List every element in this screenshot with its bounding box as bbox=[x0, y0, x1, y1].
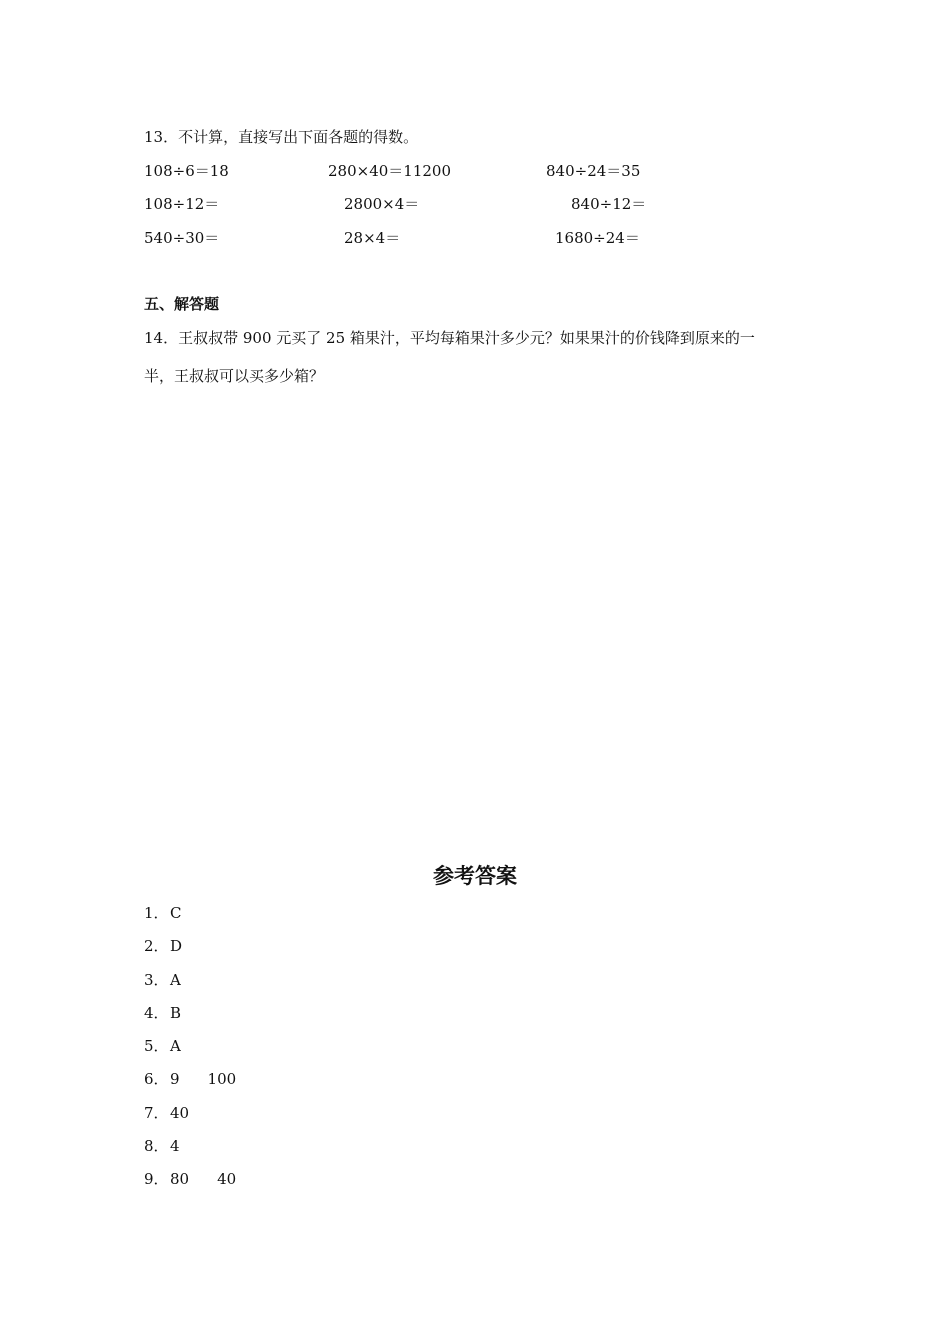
section-title: 五、解答题 bbox=[144, 295, 220, 313]
q14-line1: 14．王叔叔带 900 元买了 25 箱果汁，平均每箱果汁多少元？如果果汁的价钱降到原来的一 bbox=[144, 329, 755, 347]
q13-r2c1: 108÷12＝ bbox=[144, 195, 220, 213]
answer-row bbox=[144, 1169, 236, 1189]
q13-r2c2: 2800×4＝ bbox=[344, 195, 420, 213]
answer-number: 5． bbox=[144, 1037, 169, 1055]
answer-number: 4． bbox=[144, 1004, 169, 1022]
q13-r3c2: 28×4＝ bbox=[344, 229, 401, 247]
answer-row bbox=[144, 903, 181, 923]
q13-r1c3: 840÷24＝35 bbox=[546, 162, 641, 180]
answer-value: A bbox=[170, 971, 181, 989]
q13-r2c3: 840÷12＝ bbox=[571, 195, 647, 213]
answer-value: 4 bbox=[170, 1137, 180, 1155]
answer-row bbox=[144, 1036, 181, 1056]
answer-row bbox=[144, 1003, 181, 1023]
answer-number: 1． bbox=[144, 904, 169, 922]
answer-value-2: 40 bbox=[217, 1170, 237, 1188]
answer-value: 80 bbox=[170, 1170, 190, 1188]
q13-r3c1: 540÷30＝ bbox=[144, 229, 220, 247]
answer-row bbox=[144, 1136, 180, 1156]
q13-r1c1: 108÷6＝18 bbox=[144, 162, 229, 180]
q13-prompt: 13．不计算，直接写出下面各题的得数。 bbox=[144, 128, 419, 146]
answer-value: 9 bbox=[170, 1070, 180, 1088]
answer-value: D bbox=[170, 937, 183, 955]
answer-value: 40 bbox=[170, 1104, 190, 1122]
answer-value-2: 100 bbox=[207, 1070, 237, 1088]
q13-r1c2: 280×40＝11200 bbox=[328, 162, 452, 180]
answer-number: 8． bbox=[144, 1137, 169, 1155]
answer-number: 3． bbox=[144, 971, 169, 989]
answer-number: 2． bbox=[144, 937, 169, 955]
answer-row bbox=[144, 970, 181, 990]
answer-row bbox=[144, 1103, 189, 1123]
q14-line2: 半，王叔叔可以买多少箱？ bbox=[144, 367, 325, 385]
answer-value: A bbox=[170, 1037, 181, 1055]
answer-value: C bbox=[170, 904, 182, 922]
answer-heading: 参考答案 bbox=[433, 863, 517, 888]
answer-number: 9． bbox=[144, 1170, 169, 1188]
answer-row bbox=[144, 936, 182, 956]
answer-number: 7． bbox=[144, 1104, 169, 1122]
q13-r3c3: 1680÷24＝ bbox=[555, 229, 640, 247]
answer-value: B bbox=[170, 1004, 182, 1022]
answer-number: 6． bbox=[144, 1070, 169, 1088]
answer-row bbox=[144, 1069, 236, 1089]
